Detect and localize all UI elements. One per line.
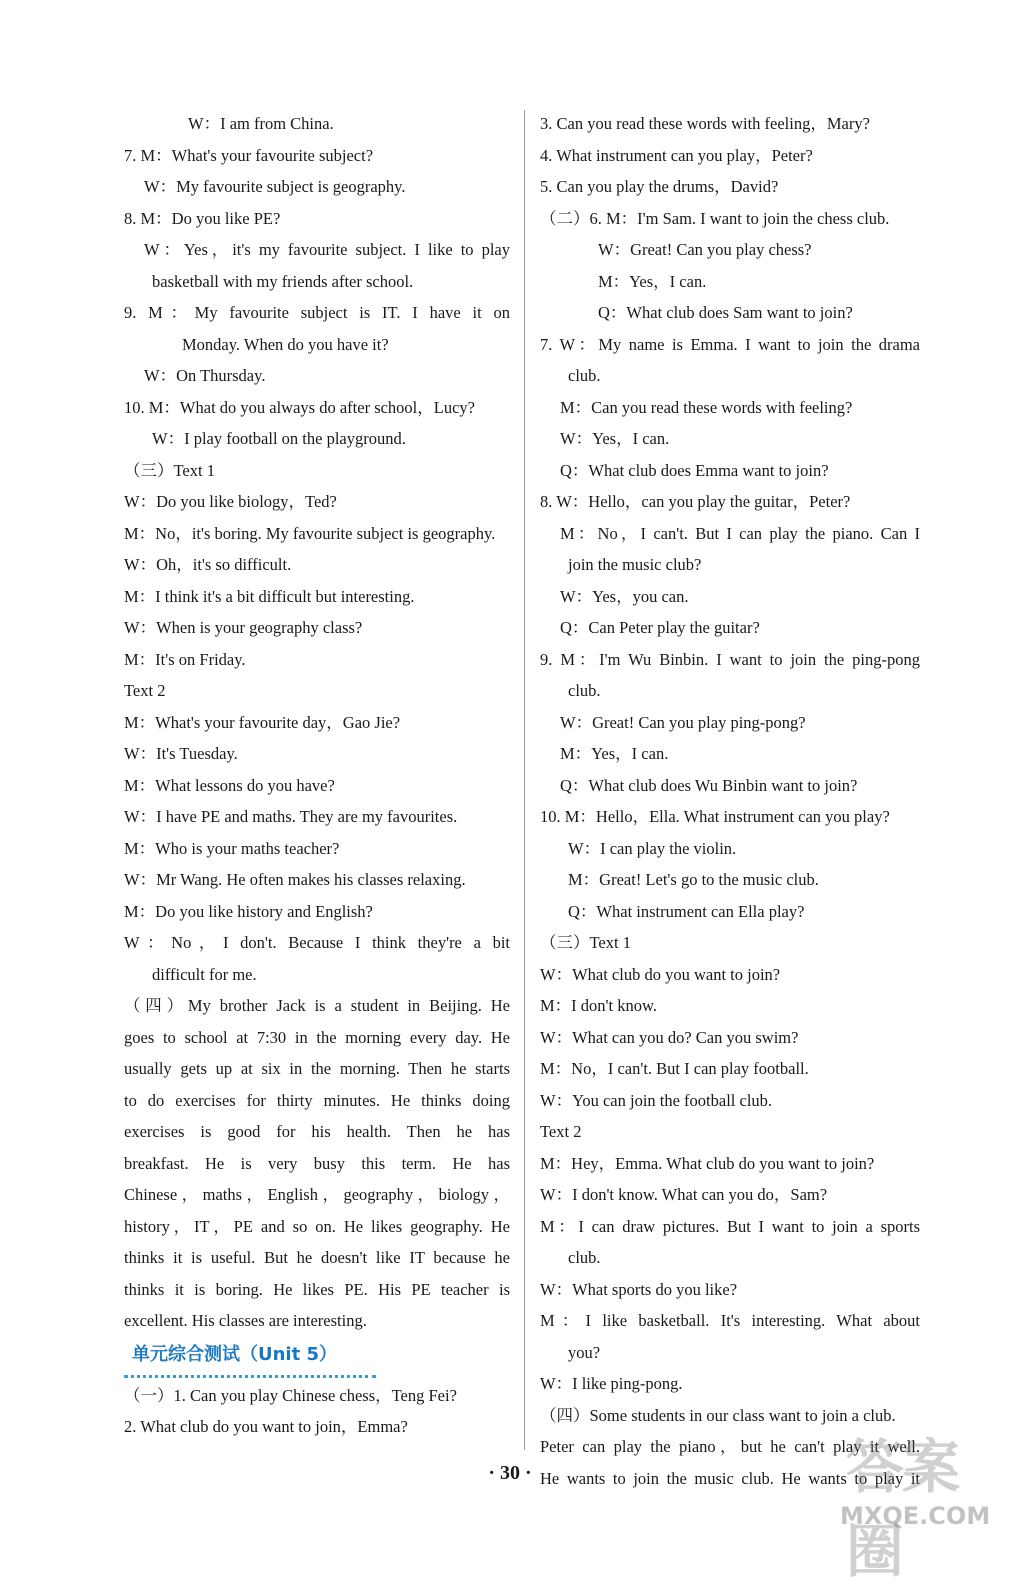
text-line: W：What sports do you like? [540, 1279, 738, 1299]
text-line: M：Do you like history and English? [124, 901, 373, 921]
text-line: M：No，I can't. But I can play the piano. Can I [560, 523, 920, 543]
text-line: Q：What club does Emma want to join? [560, 460, 829, 480]
text-line: W：When is your geography class? [124, 618, 363, 637]
text-line: Monday. When do you have it? [182, 334, 389, 354]
text-line: W：I like ping-pong. [540, 1374, 683, 1393]
text-line: 8. W：Hello，can you play the guitar，Peter? [540, 492, 851, 511]
text-line: M：I like basketball. It's interesting. What about [540, 1311, 920, 1330]
text-line: 7. M：What's your favourite subject? [124, 145, 374, 165]
right-lines [540, 108, 920, 1494]
text-line: basketball with my friends after school. [152, 271, 414, 291]
text-line: 3. Can you read these words with feeling，Mary? [540, 114, 870, 133]
text-line: W：You can join the football club. [540, 1090, 773, 1110]
text-line: usually gets up at six in the morning. Then he starts [124, 1059, 510, 1078]
watermark-text: 答案圈 [846, 1433, 959, 1585]
text-line: W：Yes，you can. [560, 586, 689, 606]
text-line: M：Yes，I can. [560, 744, 669, 763]
text-line: M：What's your favourite day，Gao Jie? [124, 712, 401, 732]
text-line: W：I can play the violin. [568, 838, 737, 858]
text-line: 5. Can you play the drums，David? [540, 177, 779, 196]
left-column [124, 108, 510, 1443]
watermark-url: MXQE.COM [840, 1502, 991, 1530]
text-line: W：No，I don't. Because I think they're a bit [124, 933, 510, 952]
text-line: join the music club? [568, 555, 702, 574]
text-line: M：I can draw pictures. But I want to join a sports [540, 1216, 920, 1236]
text-line: W：On Thursday. [144, 366, 266, 385]
text-line: （四）Some students in our class want to join a club. [540, 1405, 896, 1425]
text-line: W：Do you like biology，Ted? [124, 492, 337, 511]
text-line: W：Yes，I can. [560, 429, 670, 448]
text-line: you? [568, 1342, 601, 1362]
left-lines [124, 108, 510, 1337]
text-line: Q：What instrument can Ella play? [568, 901, 805, 921]
text-line: Text 2 [540, 1122, 582, 1141]
text-line: M：What lessons do you have? [124, 775, 335, 795]
text-line: W：Yes，it's my favourite subject. I like to play [144, 240, 510, 259]
text-line: 10. M：Hello，Ella. What instrument can you play? [540, 807, 890, 826]
text-line: 4. What instrument can you play，Peter? [540, 145, 813, 165]
text-line: W：Great! Can you play chess? [598, 240, 812, 259]
text-line: （一）1. Can you play Chinese chess，Teng Fei? [124, 1385, 457, 1405]
left-after-lines [124, 1380, 510, 1443]
text-line: history，IT，PE and so on. He likes geography. He [124, 1216, 510, 1236]
page-number: · 30 · [488, 1462, 532, 1484]
text-line: Q：What club does Wu Binbin want to join? [560, 775, 858, 795]
text-line: excellent. His classes are interesting. [124, 1311, 367, 1330]
text-line: M：Who is your maths teacher? [124, 838, 340, 858]
text-line: goes to school at 7:30 in the morning every day. He [124, 1027, 510, 1047]
text-line: W：I don't know. What can you do，Sam? [540, 1185, 828, 1204]
text-line: thinks it is boring. He likes PE. His PE teacher is [124, 1279, 510, 1299]
text-line: W：I am from China. [188, 114, 334, 133]
text-line: M：Yes，I can. [598, 271, 707, 291]
text-line: 9. M：My favourite subject is IT. I have it on [124, 303, 510, 322]
text-line: He wants to join the music club. He wants to play it [540, 1468, 920, 1488]
text-line: （三）Text 1 [124, 460, 215, 480]
text-line: W：I play football on the playground. [152, 429, 406, 448]
text-line: （二）6. M：I'm Sam. I want to join the chess club. [540, 208, 890, 228]
text-line: Peter can play the piano，but he can't play it well. [540, 1437, 920, 1456]
text-line: breakfast. He is very busy this term. He has [124, 1153, 510, 1173]
text-line: 8. M：Do you like PE? [124, 208, 281, 228]
text-line: Chinese，maths，English，geography，biology， [124, 1185, 510, 1204]
text-line: W：Great! Can you play ping-pong? [560, 712, 806, 732]
text-line: club. [568, 366, 601, 385]
text-line: club. [568, 681, 601, 700]
text-line: W：I have PE and maths. They are my favourites. [124, 807, 458, 826]
text-line: M：No，I can't. But I can play football. [540, 1059, 809, 1078]
text-line: （三）Text 1 [540, 933, 631, 952]
text-line: W：What club do you want to join? [540, 964, 781, 984]
section-title: 单元综合测试（Unit 5） [124, 1337, 376, 1378]
column-divider [524, 110, 525, 1450]
text-line: Q：Can Peter play the guitar? [560, 618, 760, 637]
text-line: M：I don't know. [540, 996, 657, 1015]
text-line: Text 2 [124, 681, 166, 700]
text-line: W：Mr Wang. He often makes his classes relaxing. [124, 870, 466, 889]
text-line: 9. M：I'm Wu Binbin. I want to join the ping-pong [540, 649, 920, 669]
text-line: W：It's Tuesday. [124, 744, 238, 763]
text-line: exercises is good for his health. Then he has [124, 1122, 510, 1141]
text-line: M：I think it's a bit difficult but interesting. [124, 586, 415, 606]
text-line: thinks it is useful. But he doesn't like IT because he [124, 1248, 510, 1267]
text-line: M：Can you read these words with feeling? [560, 397, 853, 417]
text-line: to do exercises for thirty minutes. He thinks doing [124, 1090, 510, 1110]
right-column [540, 108, 920, 1494]
text-line: Q：What club does Sam want to join? [598, 303, 853, 322]
text-line: 10. M：What do you always do after school，Lucy? [124, 397, 475, 417]
text-line: M：Hey，Emma. What club do you want to join? [540, 1153, 875, 1173]
text-line: club. [568, 1248, 601, 1267]
text-line: M：It's on Friday. [124, 649, 246, 669]
text-line: difficult for me. [152, 964, 257, 984]
text-line: M：No，it's boring. My favourite subject is geography. [124, 523, 496, 543]
text-line: W：My favourite subject is geography. [144, 177, 406, 196]
text-line: M：Great! Let's go to the music club. [568, 870, 819, 889]
text-line: 2. What club do you want to join，Emma? [124, 1417, 408, 1436]
text-line: （四）My brother Jack is a student in Beijing. He [124, 996, 510, 1015]
text-line: W：Oh，it's so difficult. [124, 555, 292, 574]
text-line: 7. W：My name is Emma. I want to join the drama [540, 334, 920, 354]
text-line: W：What can you do? Can you swim? [540, 1027, 799, 1047]
